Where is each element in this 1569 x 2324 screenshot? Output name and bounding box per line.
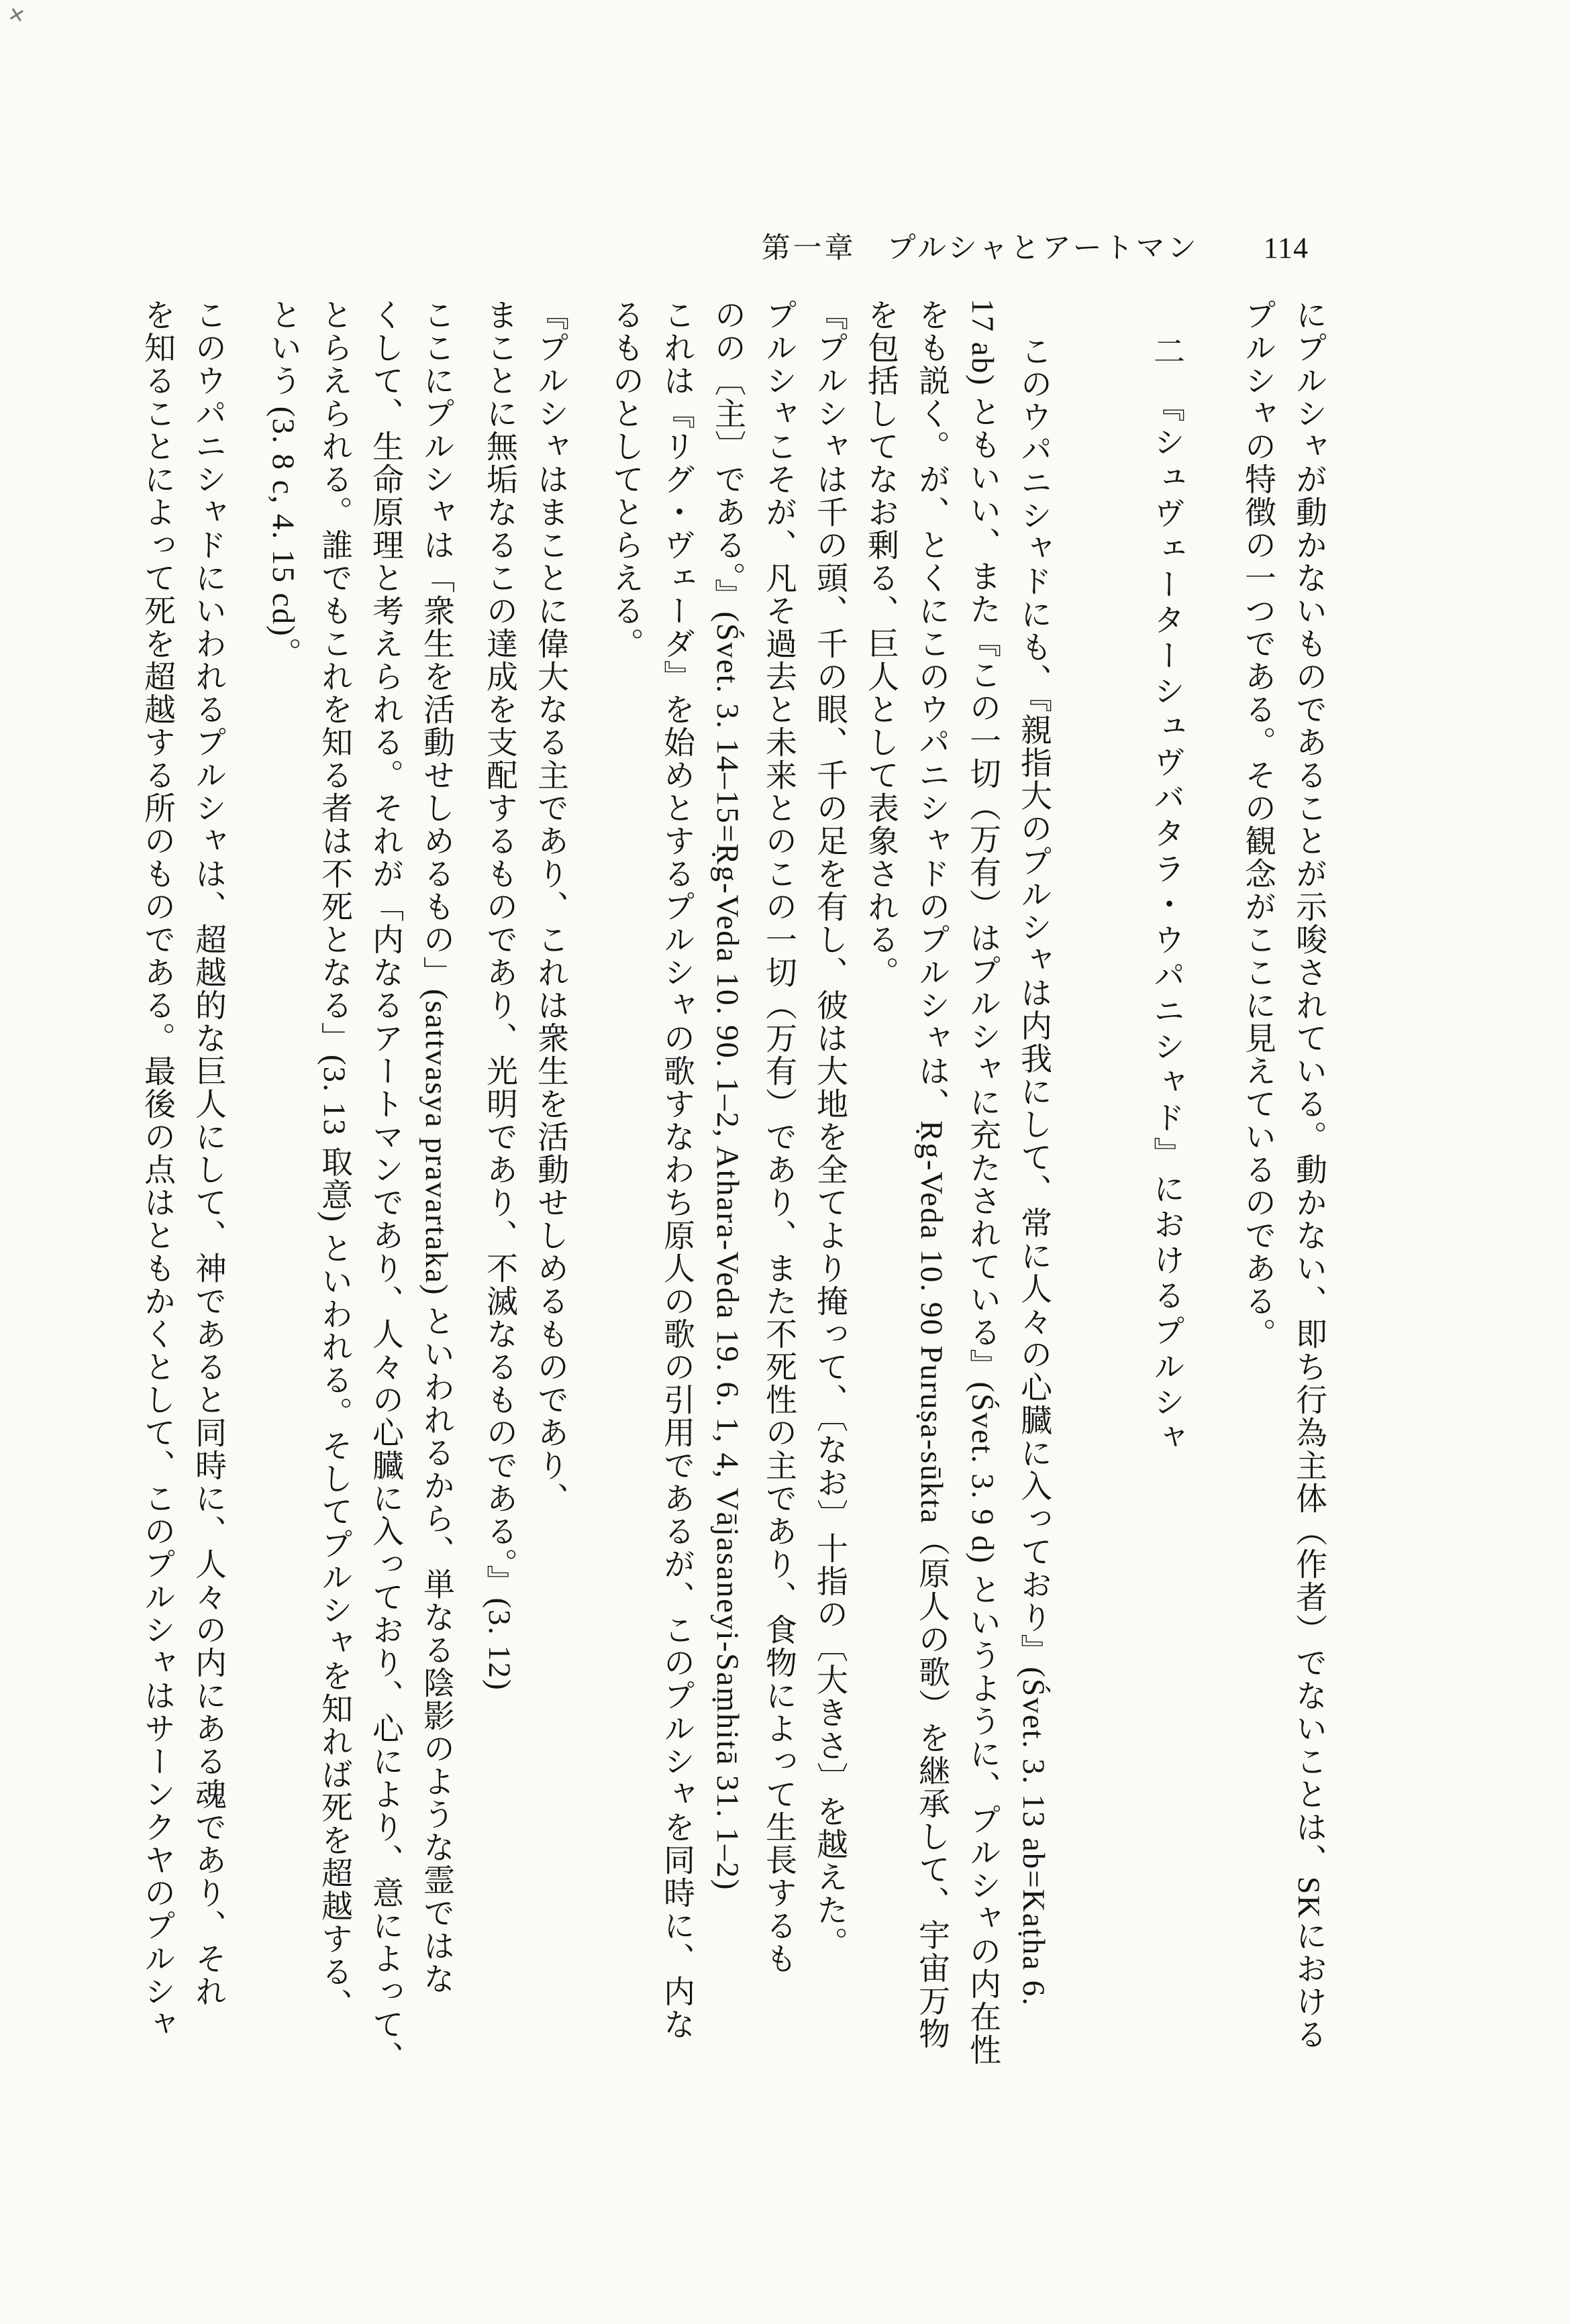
text-column: くして、生命原理と考えられる。それが「内なるアートマンであり、人々の心臓に入っており、心により、意によって、 xyxy=(368,299,403,2074)
quote-column: プルシャこそが、凡そ過去と未来とのこの一切（万有）であり、また不死性の主であり、食物によって生長するも xyxy=(761,299,796,1975)
text-column: このウパニシャドにも、『親指大のプルシャは内我にして、常に人々の心臓に入っており』(Śvet. 3. 13 ab=Kaṭha 6. xyxy=(1016,335,1051,2007)
page-number: 114 xyxy=(1263,231,1309,264)
text-column: とらえられる。誰でもこれを知る者は不死となる」(3. 13 取意) といわれる。そしてプルシャを知れば死を超越する、 xyxy=(317,299,352,2021)
text-column: るものとしてとらえる。 xyxy=(608,299,643,660)
quote-column: 『プルシャはまことに偉大なる主であり、これは衆生を活動せしめるものであり、 xyxy=(533,299,568,1515)
text-column: にプルシャが動かないものであることが示唆されている。動かない、即ち行為主体（作者）でないことは、SKにおける xyxy=(1291,299,1326,2052)
text-column: 17 ab) ともいい、また『この一切（万有）はプルシャに充たされている』(Śvet. 3. 9 d) というように、プルシャの内在性 xyxy=(965,299,1000,2067)
text-body xyxy=(132,299,1334,2087)
chapter-label: 第一章 xyxy=(761,233,856,264)
quote-column: のの〔主〕である。』(Śvet. 3. 14–15=Ṛg-Veda 10. 90. 1–2, Athara-Veda 19. 6. 1, 4, Vājasaneyi-Saṃhitā 31. 1–2) xyxy=(710,299,745,1891)
text-column: これは『リグ・ヴェーダ』を始めとするプルシャの歌すなわち原人の歌の引用であるが、このプルシャを同時に、内な xyxy=(659,299,694,2041)
quote-column: まことに無垢なるこの達成を支配するものであり、光明であり、不滅なるものである。』(3. 12) xyxy=(482,299,517,1691)
scan-artifact: ✕ xyxy=(5,3,28,29)
text-column: このウパニシャドにいわれるプルシャは、超越的な巨人にして、神であると同時に、人々の内にある魂であり、それ xyxy=(191,299,225,2008)
section-heading: 二 『シュヴェーターシュヴバタラ・ウパニシャド』におけるプルシャ xyxy=(1149,335,1184,1457)
text-column: プルシャの特徴の一つである。その観念がここに見えているのである。 xyxy=(1240,299,1275,1351)
text-column: を知ることによって死を超越する所のものである。最後の点はともかくとして、このプルシャはサーンクヤのプルシャ xyxy=(140,299,174,2041)
quote-column: 『プルシャは千の頭、千の眼、千の足を有し、彼は大地を全てより掩って、〔なお〕十指の〔大きさ〕を越えた。 xyxy=(812,299,847,1960)
text-column: という (3. 8 c, 4. 15 cd)。 xyxy=(266,299,301,670)
text-column: ここにプルシャは「衆生を活動せしめるもの」(sattvasya pravartaka) といわれるから、単なる陰影のような霊ではな xyxy=(419,299,454,1996)
page-header xyxy=(762,225,1309,266)
running-head-title: プルシャとアートマン xyxy=(887,233,1199,264)
text-column: を包括してなお剰る、巨人として表象される。 xyxy=(863,299,898,989)
text-column: をも説く。が、とくにこのウパニシャドのプルシャは、Ṛg-Veda 10. 90 Puruṣa-sūkta（原人の歌）を継承して、宇宙万物 xyxy=(914,299,949,2051)
